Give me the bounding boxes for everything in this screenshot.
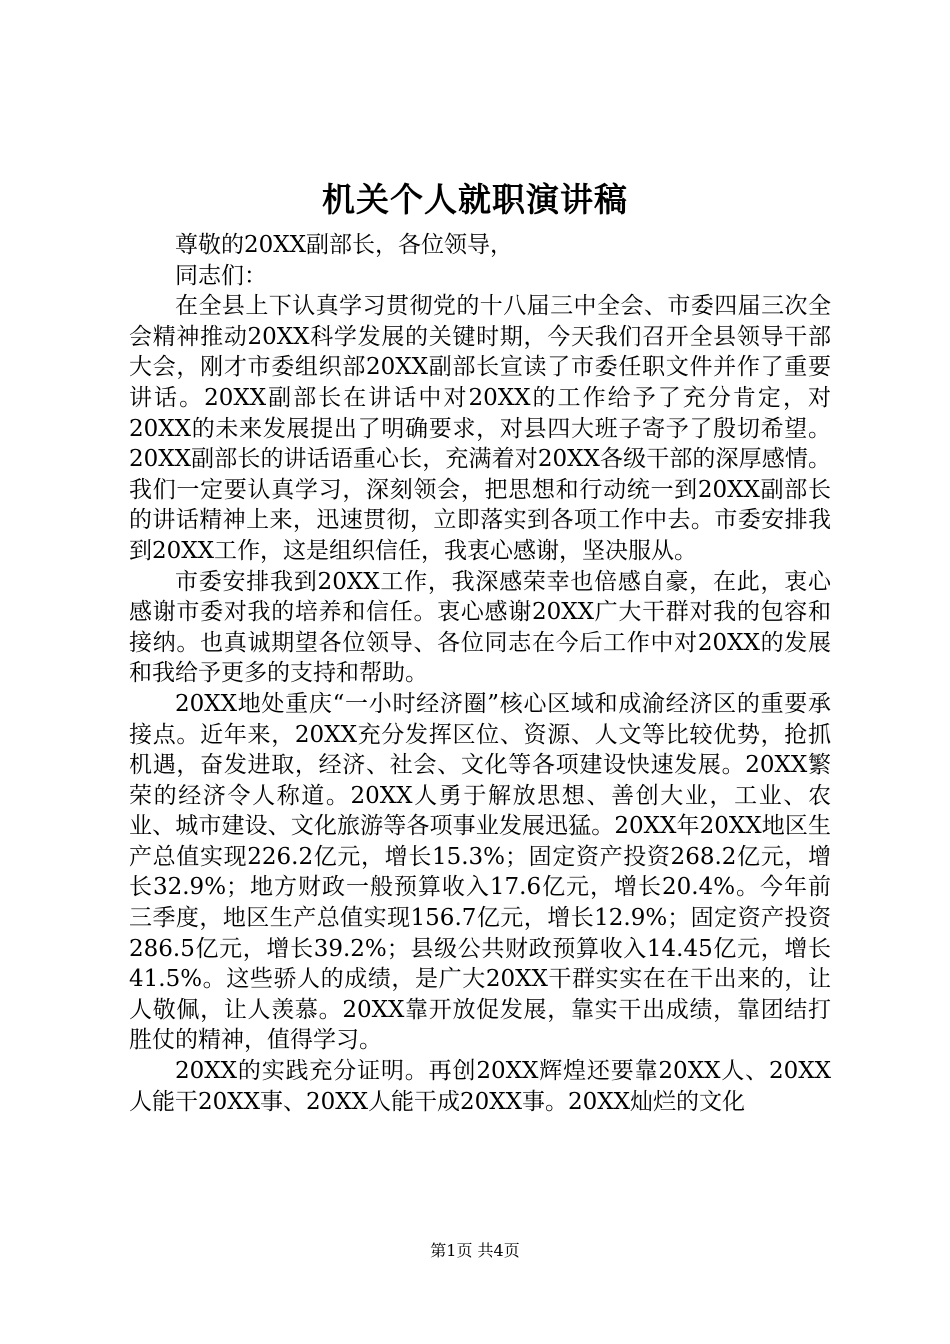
body-paragraph: 20XX地处重庆“一小时经济圈”核心区域和成渝经济区的重要承接点。近年来，20XX充分发挥区位、资源、人文等比较优势，抢抓机遇，奋发进取，经济、社会、文化等各项建设快速发展。20XX繁荣的经济令人称道。20XX人勇于解放思想、善创大业，工业、农业、城市建设、文化旅游等各项事业发展迅猛。20XX年20XX地区生产总值实现226.2亿元，增长15.3%；固定资产投资268.2亿元，增长32.9%；地方财政一般预算收入17.6亿元，增长20.4%。今年前三季度，地区生产总值实现156.7亿元，增长12.9%；固定资产投资286.5亿元，增长39.2%；县级公共财政预算收入14.45亿元，增长41.5%。这些骄人的成绩，是广大20XX干群实实在在干出来的，让人敬佩，让人羡慕。20XX靠开放促发展，靠实干出成绩，靠团结打胜仗的精神，值得学习。: [129, 690, 831, 1054]
document-title: 机关个人就职演讲稿: [322, 180, 628, 219]
body-paragraph: 在全县上下认真学习贯彻党的十八届三中全会、市委四届三次全会精神推动20XX科学发展的关键时期，今天我们召开全县领导干部大会，刚才市委组织部20XX副部长宣读了市委任职文件并作了重要讲话。20XX副部长在讲话中对20XX的工作给予了充分肯定，对20XX的未来发展提出了明确要求，对县四大班子寄予了殷切希望。20XX副部长的讲话语重心长，充满着对20XX各级干部的深厚感情。我们一定要认真学习，深刻领会，把思想和行动统一到20XX副部长的讲话精神上来，迅速贯彻，立即落实到各项工作中去。市委安排我到20XX工作，这是组织信任，我衷心感谢，坚决服从。: [129, 293, 831, 564]
body-paragraph: 20XX的实践充分证明。再创20XX辉煌还要靠20XX人、20XX人能干20XX事、20XX人能干成20XX事。20XX灿烂的文化: [129, 1058, 831, 1115]
salutation-line: 尊敬的20XX副部长，各位领导，: [175, 232, 514, 258]
salutation-line: 同志们：: [175, 262, 267, 289]
document-body: [129, 230, 831, 1117]
page-number-footer: 第1页 共4页: [430, 1241, 520, 1260]
body-paragraph: 市委安排我到20XX工作，我深感荣幸也倍感自豪，在此，衷心感谢市委对我的培养和信任。衷心感谢20XX广大干群对我的包容和接纳。也真诚期望各位领导、各位同志在今后工作中对20XX的发展和我给予更多的支持和帮助。: [129, 568, 831, 687]
